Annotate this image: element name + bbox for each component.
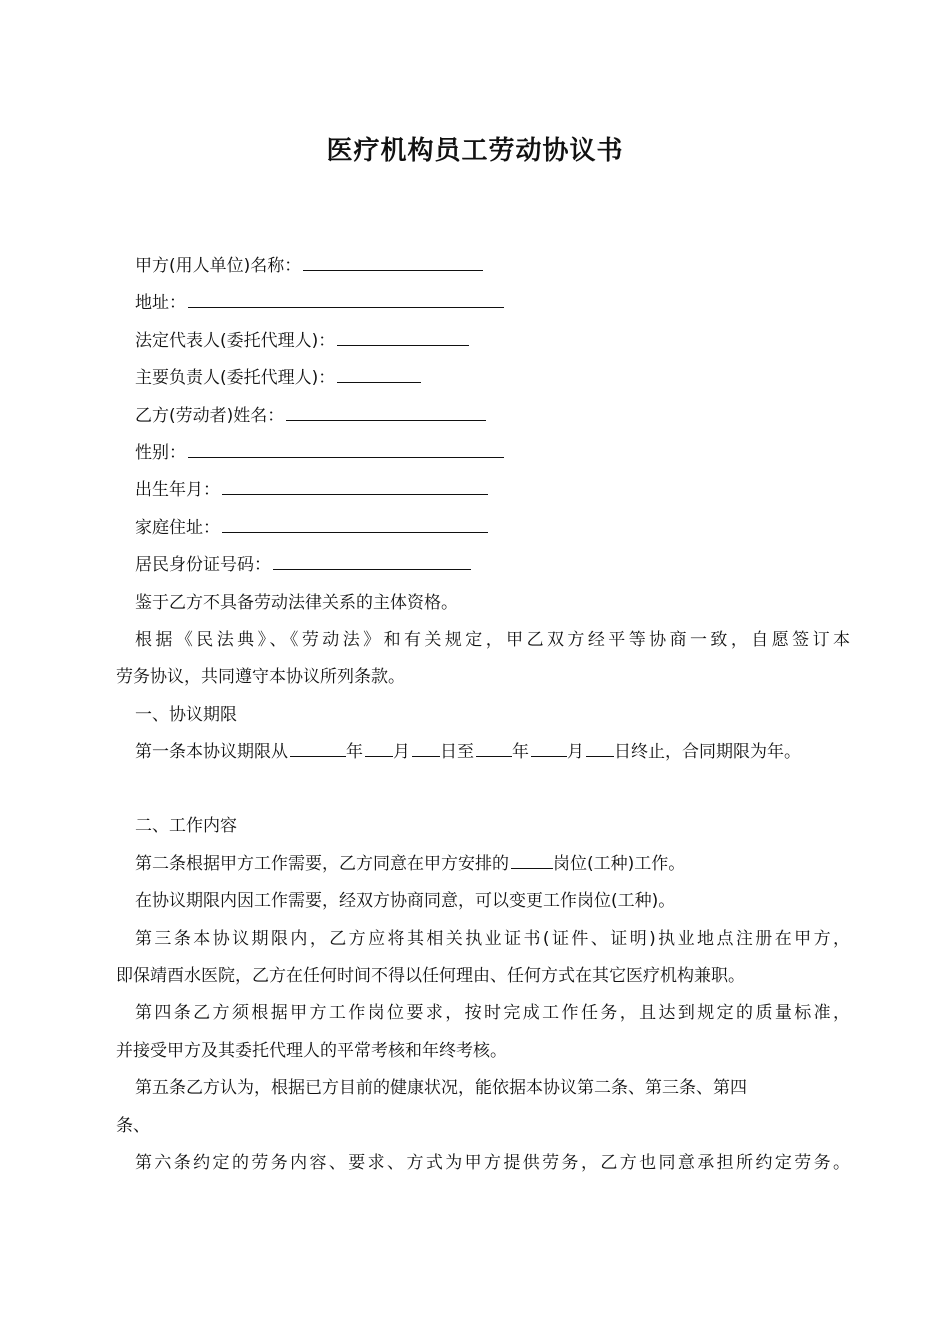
fill-blank[interactable] xyxy=(303,252,483,271)
article-text: 日至 xyxy=(440,742,474,763)
article-text: 第二条根据甲方工作需要，乙方同意在甲方安排的 xyxy=(135,853,509,874)
fill-blank[interactable] xyxy=(476,738,512,757)
article-3-line1: 第三条本协议期限内，乙方应将其相关执业证书(证件、证明)执业地点注册在甲方， xyxy=(135,928,850,949)
field-party-b-name xyxy=(116,398,850,435)
article-text: 第一条本协议期限从 xyxy=(135,742,288,763)
field-label: 出生年月： xyxy=(135,480,220,501)
fill-blank[interactable] xyxy=(222,514,488,533)
fill-blank[interactable] xyxy=(531,738,567,757)
field-legal-rep xyxy=(116,323,850,360)
field-id-number xyxy=(116,547,850,584)
article-text: 日终止，合同期限为年。 xyxy=(614,742,801,763)
fill-blank[interactable] xyxy=(337,327,469,346)
fill-blank[interactable] xyxy=(337,364,421,383)
field-birth xyxy=(116,472,850,509)
article-4-line1: 第四条乙方须根据甲方工作岗位要求，按时完成工作任务，且达到规定的质量标准， xyxy=(135,1003,850,1024)
field-principal xyxy=(116,360,850,397)
article-text: 月 xyxy=(567,742,584,763)
article-text: 月 xyxy=(393,742,410,763)
article-6: 第六条约定的劳务内容、要求、方式为甲方提供劳务，乙方也同意承担所约定劳务。 xyxy=(135,1152,850,1173)
fill-blank[interactable] xyxy=(188,289,504,308)
field-label: 性别： xyxy=(135,442,186,463)
field-label: 甲方(用人单位)名称： xyxy=(135,256,302,276)
section-heading-term: 一、协议期限 xyxy=(135,704,237,725)
paragraph-basis-line1: 根据《民法典》、《劳动法》和有关规定，甲乙双方经平等协商一致，自愿签订本 xyxy=(135,629,850,650)
fill-blank[interactable] xyxy=(222,476,488,495)
fill-blank[interactable] xyxy=(286,402,486,421)
fill-blank[interactable] xyxy=(273,551,471,570)
fill-blank[interactable] xyxy=(290,738,346,757)
field-address xyxy=(116,285,850,322)
fill-blank[interactable] xyxy=(511,850,553,869)
field-label: 地址： xyxy=(135,293,186,314)
fill-blank[interactable] xyxy=(412,738,440,757)
section-heading-work: 二、工作内容 xyxy=(135,816,237,837)
document-title: 医疗机构员工劳动协议书 xyxy=(326,136,624,166)
document-body xyxy=(116,248,850,1182)
field-party-a-name xyxy=(116,248,850,285)
article-text: 年 xyxy=(512,742,529,763)
blank-line xyxy=(116,771,850,808)
article-5-line1: 第五条乙方认为，根据已方目前的健康状况，能依据本协议第二条、第三条、第四 xyxy=(135,1078,747,1099)
paragraph-basis-line2: 劳务协议，共同遵守本协议所列条款。 xyxy=(116,667,405,688)
field-label: 居民身份证号码： xyxy=(135,555,271,576)
article-5-line2: 条、 xyxy=(116,1115,150,1136)
article-2 xyxy=(116,846,850,883)
field-label: 法定代表人(委托代理人)： xyxy=(135,330,336,351)
paragraph-change-post: 在协议期限内因工作需要，经双方协商同意，可以变更工作岗位(工种)。 xyxy=(135,891,676,912)
article-1 xyxy=(116,734,850,771)
field-label: 家庭住址： xyxy=(135,517,220,538)
fill-blank[interactable] xyxy=(365,738,393,757)
field-label: 乙方(劳动者)姓名： xyxy=(135,405,285,426)
article-4-line2: 并接受甲方及其委托代理人的平常考核和年终考核。 xyxy=(116,1040,507,1061)
fill-blank[interactable] xyxy=(188,439,504,458)
field-label: 主要负责人(委托代理人)： xyxy=(135,368,336,389)
article-3-line2: 即保靖酉水医院，乙方在任何时间不得以任何理由、任何方式在其它医疗机构兼职。 xyxy=(116,966,745,987)
field-gender xyxy=(116,435,850,472)
article-text: 年 xyxy=(346,742,363,763)
paragraph-preamble: 鉴于乙方不具备劳动法律关系的主体资格。 xyxy=(135,592,458,613)
fill-blank[interactable] xyxy=(586,738,614,757)
field-home-address xyxy=(116,510,850,547)
article-text: 岗位(工种)工作。 xyxy=(553,853,686,874)
